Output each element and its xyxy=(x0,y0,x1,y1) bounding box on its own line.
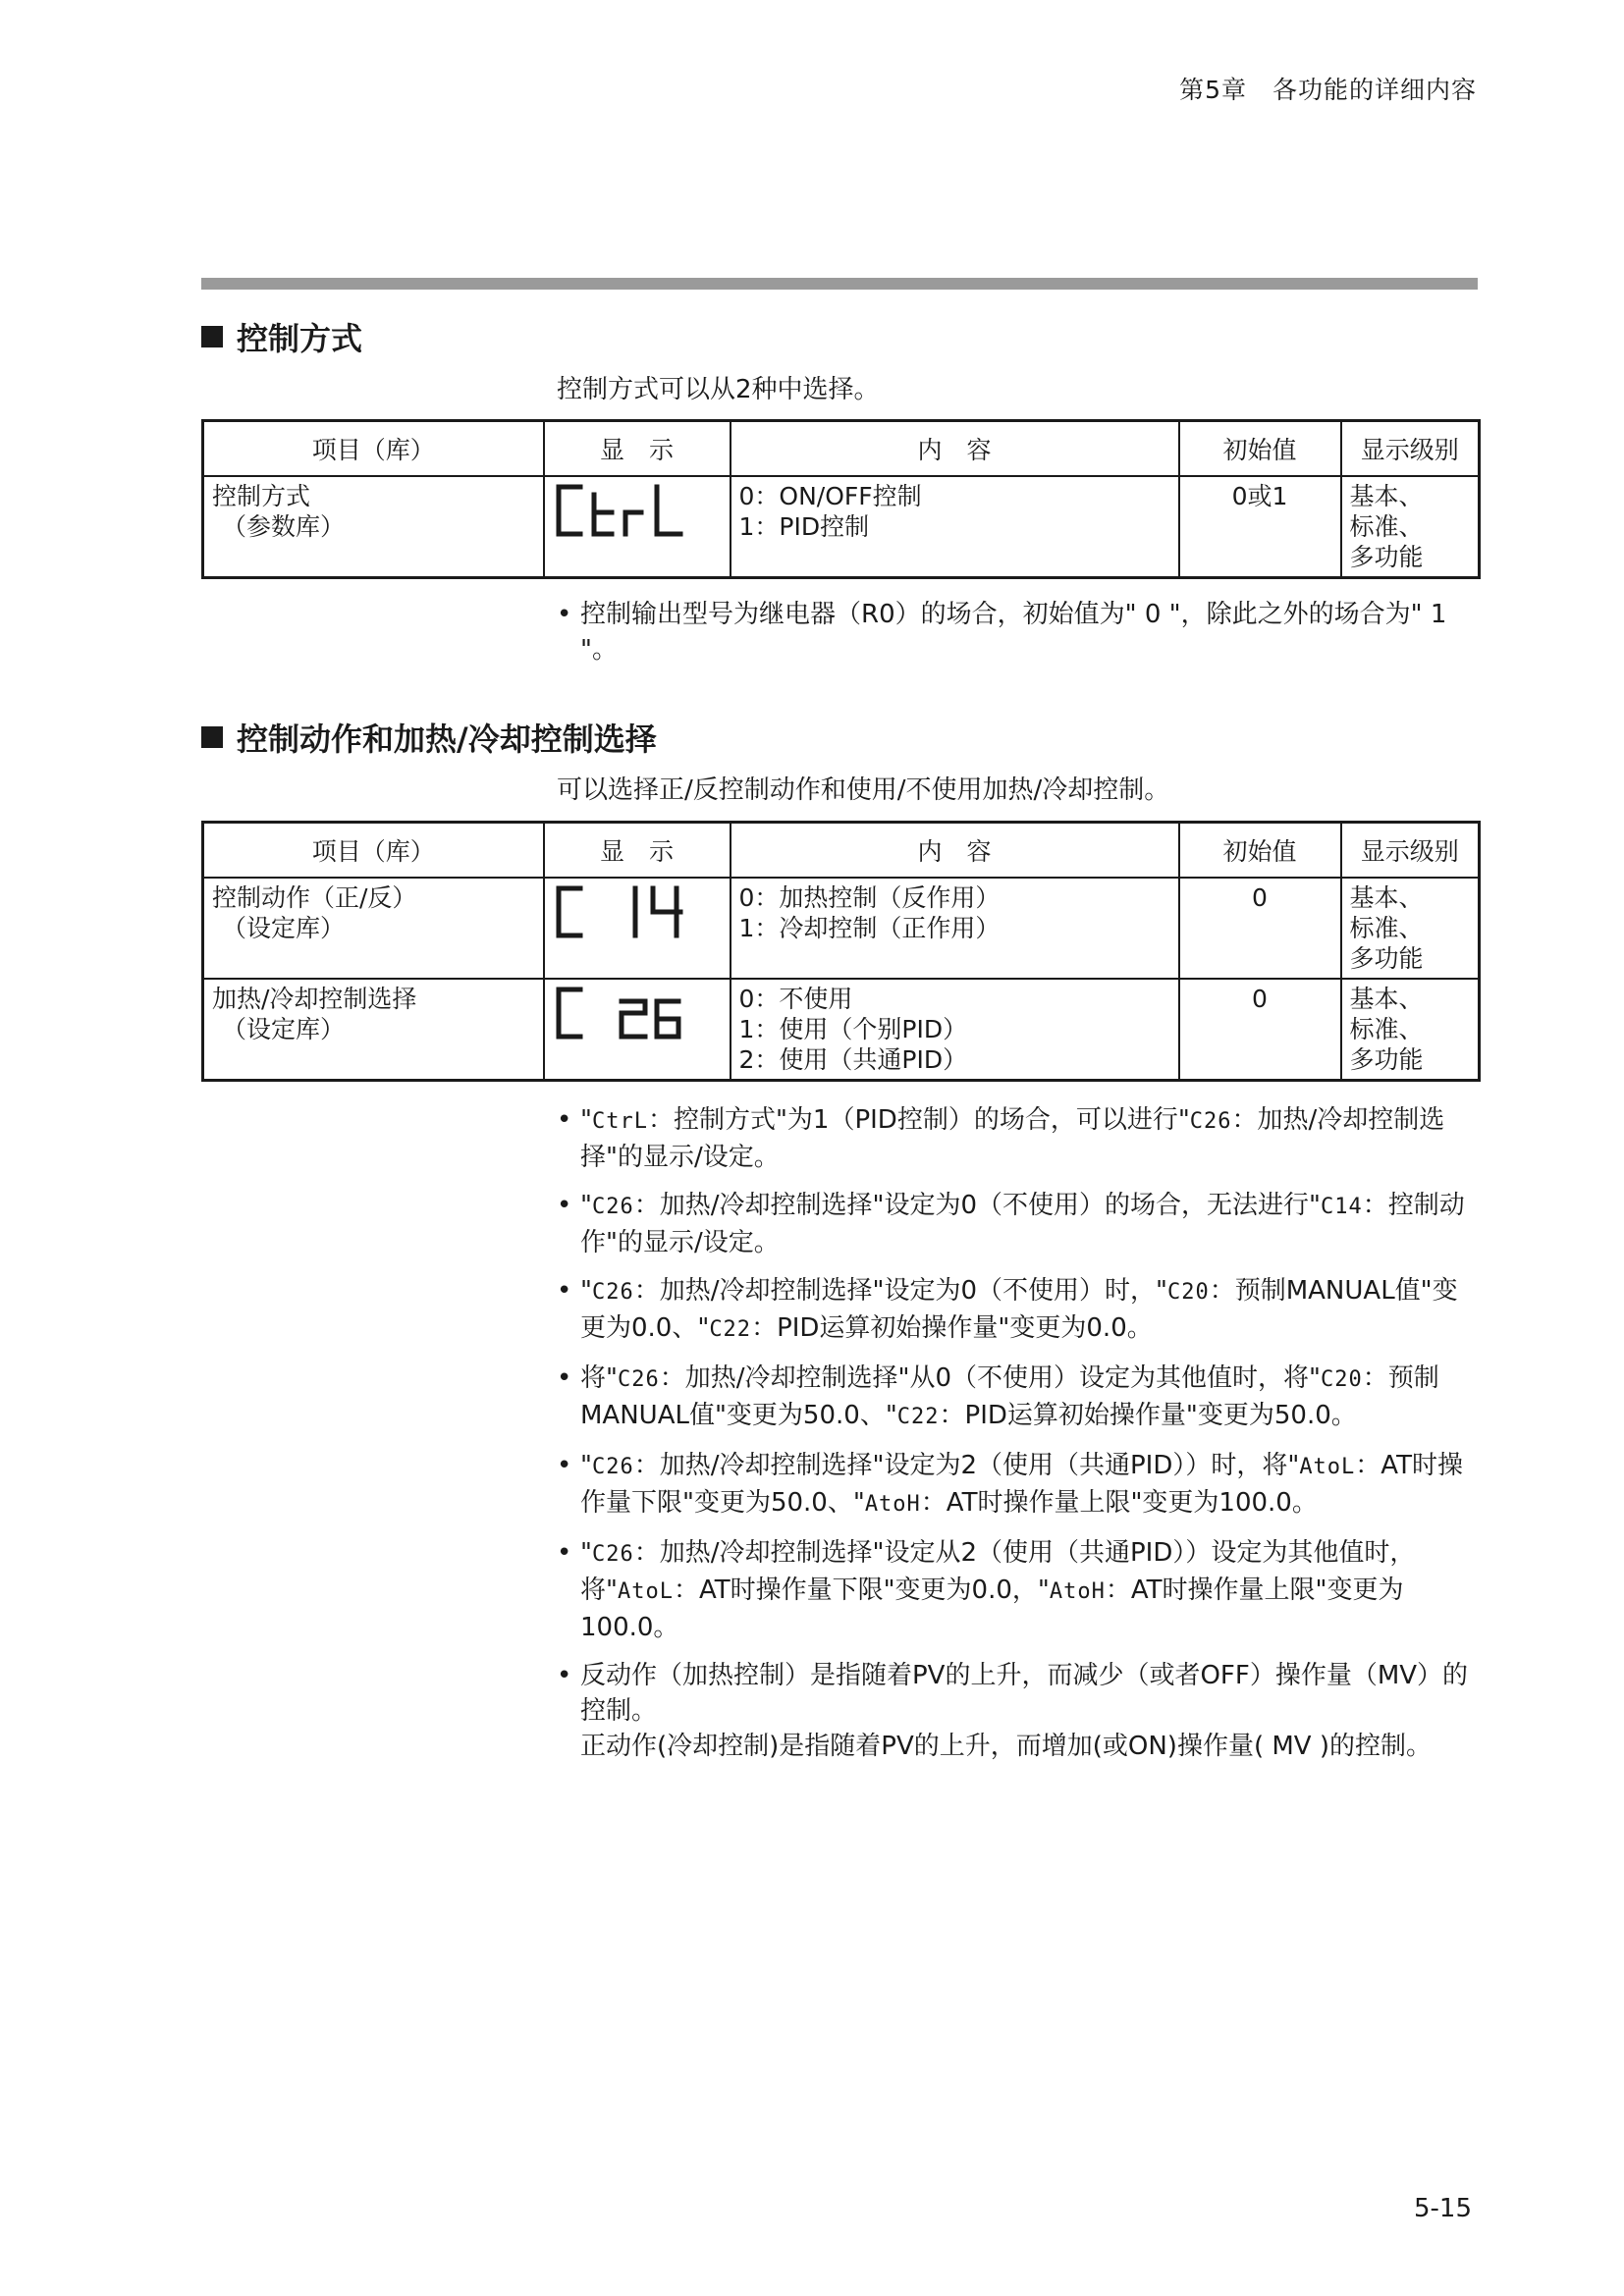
note-text: ：控制方式"为1（PID控制）的场合，可以进行" xyxy=(647,1105,1190,1135)
note-text: " xyxy=(580,1105,592,1135)
initial-value-cell: 0或1 xyxy=(1179,476,1341,578)
lcd-param-code: AtoL xyxy=(1299,1455,1356,1479)
lcd-param-code: C20 xyxy=(1320,1367,1363,1392)
note-text: " xyxy=(580,1191,592,1220)
item-bank: （参数库） xyxy=(222,512,346,541)
square-bullet-icon xyxy=(201,326,223,347)
section-title-control-method xyxy=(201,314,362,359)
item-name: 控制动作（正/反） xyxy=(212,883,417,912)
column-header: 显 示 xyxy=(544,823,731,879)
lcd-param-code: C14 xyxy=(1320,1195,1363,1219)
section-title-control-action xyxy=(201,715,657,760)
note-text: ：加热/冷却控制选择"设定为0（不使用）的场合，无法进行" xyxy=(633,1191,1321,1220)
note-item xyxy=(557,1535,1480,1645)
column-header: 显示级别 xyxy=(1341,823,1480,879)
display-level-cell xyxy=(1341,476,1480,578)
lcd-param-code: AtoH xyxy=(864,1492,921,1517)
column-header: 项目（库） xyxy=(203,421,544,477)
column-header: 显 示 xyxy=(544,421,731,477)
level-line: 标准、 xyxy=(1349,512,1424,541)
lcd-c26-icon xyxy=(553,984,686,1042)
chapter-header: 第5章 各功能的详细内容 xyxy=(1179,76,1477,104)
lcd-param-code: C22 xyxy=(709,1317,752,1342)
content-line: 1：PID控制 xyxy=(738,512,870,541)
section-intro: 可以选择正/反控制动作和使用/不使用加热/冷却控制。 xyxy=(557,775,1170,805)
notes-section1 xyxy=(557,597,1480,680)
spec-table-control-method xyxy=(201,419,1481,579)
note-text: " xyxy=(580,1538,592,1568)
display-cell xyxy=(544,878,731,979)
level-line: 多功能 xyxy=(1349,1045,1424,1074)
lcd-param-code: AtoH xyxy=(1049,1579,1106,1604)
spec-table-control-action xyxy=(201,821,1481,1082)
level-line: 基本、 xyxy=(1349,883,1424,912)
lcd-param-code: C26 xyxy=(591,1280,634,1305)
table-row xyxy=(203,878,1480,979)
section-title-text: 控制方式 xyxy=(237,320,363,357)
item-bank: （设定库） xyxy=(222,914,346,942)
item-cell xyxy=(203,476,544,578)
lcd-ctrl-icon xyxy=(553,481,686,540)
content-line: 0：加热控制（反作用） xyxy=(738,883,1001,912)
column-header: 初始值 xyxy=(1179,421,1341,477)
lcd-param-code: AtoL xyxy=(617,1579,674,1604)
note-item xyxy=(557,1361,1480,1435)
note-text: 控制输出型号为继电器（R0）的场合，初始值为" 0 "，除此之外的场合为" 1 "。 xyxy=(580,600,1447,665)
content-cell xyxy=(731,476,1179,578)
column-header: 项目（库） xyxy=(203,823,544,879)
item-cell xyxy=(203,979,544,1081)
note-text: ：AT时操作量下限"变更为0.0，" xyxy=(673,1575,1050,1605)
note-text: ：加热/冷却控制选择"设定从2（使用（共通PID））设定为其他值时，将" xyxy=(580,1538,1416,1605)
display-cell xyxy=(544,476,731,578)
content-line: 0：ON/OFF控制 xyxy=(738,482,922,510)
level-line: 标准、 xyxy=(1349,914,1424,942)
lcd-param-code: C22 xyxy=(896,1405,940,1429)
table-row xyxy=(203,476,1480,578)
level-line: 基本、 xyxy=(1349,985,1424,1013)
content-cell xyxy=(731,878,1179,979)
square-bullet-icon xyxy=(201,726,223,748)
note-text: ：控制动作"的显示/设定。 xyxy=(580,1191,1465,1257)
note-text: ：PID运算初始操作量"变更为0.0。 xyxy=(751,1313,1153,1343)
lcd-param-code: C26 xyxy=(591,1455,634,1479)
lcd-c14-icon xyxy=(553,882,686,941)
item-name: 控制方式 xyxy=(212,482,311,510)
initial-value-cell: 0 xyxy=(1179,878,1341,979)
item-cell xyxy=(203,878,544,979)
note-text: ：PID运算初始操作量"变更为50.0。 xyxy=(939,1401,1357,1430)
note-item xyxy=(557,1448,1480,1522)
note-item xyxy=(557,1102,1480,1175)
level-line: 多功能 xyxy=(1349,944,1424,973)
note-text: ：AT时操作量上限"变更为100.0。 xyxy=(580,1575,1404,1642)
note-text: 正动作(冷却控制)是指随着PV的上升，而增加(或ON)操作量( MV )的控制。 xyxy=(580,1732,1432,1761)
content-line: 1：使用（个别PID） xyxy=(738,1015,968,1043)
item-bank: （设定库） xyxy=(222,1015,346,1043)
table-row xyxy=(203,979,1480,1081)
level-line: 多功能 xyxy=(1349,543,1424,571)
column-header: 内 容 xyxy=(731,823,1179,879)
display-level-cell xyxy=(1341,979,1480,1081)
section-title-text: 控制动作和加热/冷却控制选择 xyxy=(237,721,657,758)
level-line: 标准、 xyxy=(1349,1015,1424,1043)
lcd-param-code: C26 xyxy=(591,1195,634,1219)
content-line: 0：不使用 xyxy=(738,985,853,1013)
lcd-param-code: C26 xyxy=(591,1542,634,1567)
content-cell xyxy=(731,979,1179,1081)
section-divider xyxy=(201,278,1478,290)
initial-value-cell: 0 xyxy=(1179,979,1341,1081)
page-number: 5-15 xyxy=(1413,2194,1472,2223)
column-header: 内 容 xyxy=(731,421,1179,477)
note-text: " xyxy=(580,1276,592,1306)
column-header: 初始值 xyxy=(1179,823,1341,879)
item-name: 加热/冷却控制选择 xyxy=(212,985,417,1013)
display-cell xyxy=(544,979,731,1081)
note-text: ：加热/冷却控制选择"的显示/设定。 xyxy=(580,1105,1445,1172)
section-intro: 控制方式可以从2种中选择。 xyxy=(557,375,880,404)
note-text: ：加热/冷却控制选择"设定为2（使用（共通PID））时，将" xyxy=(633,1451,1300,1480)
lcd-param-code: C26 xyxy=(617,1367,660,1392)
note-text: ：AT时操作量上限"变更为100.0。 xyxy=(920,1488,1318,1518)
note-item xyxy=(557,1658,1480,1764)
lcd-param-code: CtrL xyxy=(591,1109,648,1134)
lcd-param-code: C26 xyxy=(1189,1109,1232,1134)
note-item xyxy=(557,1188,1480,1260)
display-level-cell xyxy=(1341,878,1480,979)
content-line: 2：使用（共通PID） xyxy=(738,1045,968,1074)
table-header-row xyxy=(203,421,1480,477)
note-text: 将" xyxy=(580,1363,618,1393)
note-item xyxy=(557,597,1480,667)
note-text: ：加热/冷却控制选择"设定为0（不使用）时，" xyxy=(633,1276,1167,1306)
note-text: " xyxy=(580,1451,592,1480)
level-line: 基本、 xyxy=(1349,482,1424,510)
note-text: ：预制MANUAL值"变更为0.0、" xyxy=(580,1276,1458,1343)
note-text: 反动作（加热控制）是指随着PV的上升，而减少（或者OFF）操作量（MV）的控制。 xyxy=(580,1661,1469,1726)
note-item xyxy=(557,1273,1480,1348)
notes-section2 xyxy=(557,1102,1480,1777)
table-header-row xyxy=(203,823,1480,879)
note-text: ：预制MANUAL值"变更为50.0、" xyxy=(580,1363,1439,1430)
lcd-param-code: C20 xyxy=(1166,1280,1210,1305)
content-line: 1：冷却控制（正作用） xyxy=(738,914,1001,942)
note-text: ：加热/冷却控制选择"从0（不使用）设定为其他值时，将" xyxy=(659,1363,1321,1393)
note-text: ：AT时操作量下限"变更为50.0、" xyxy=(580,1451,1463,1518)
column-header: 显示级别 xyxy=(1341,421,1480,477)
